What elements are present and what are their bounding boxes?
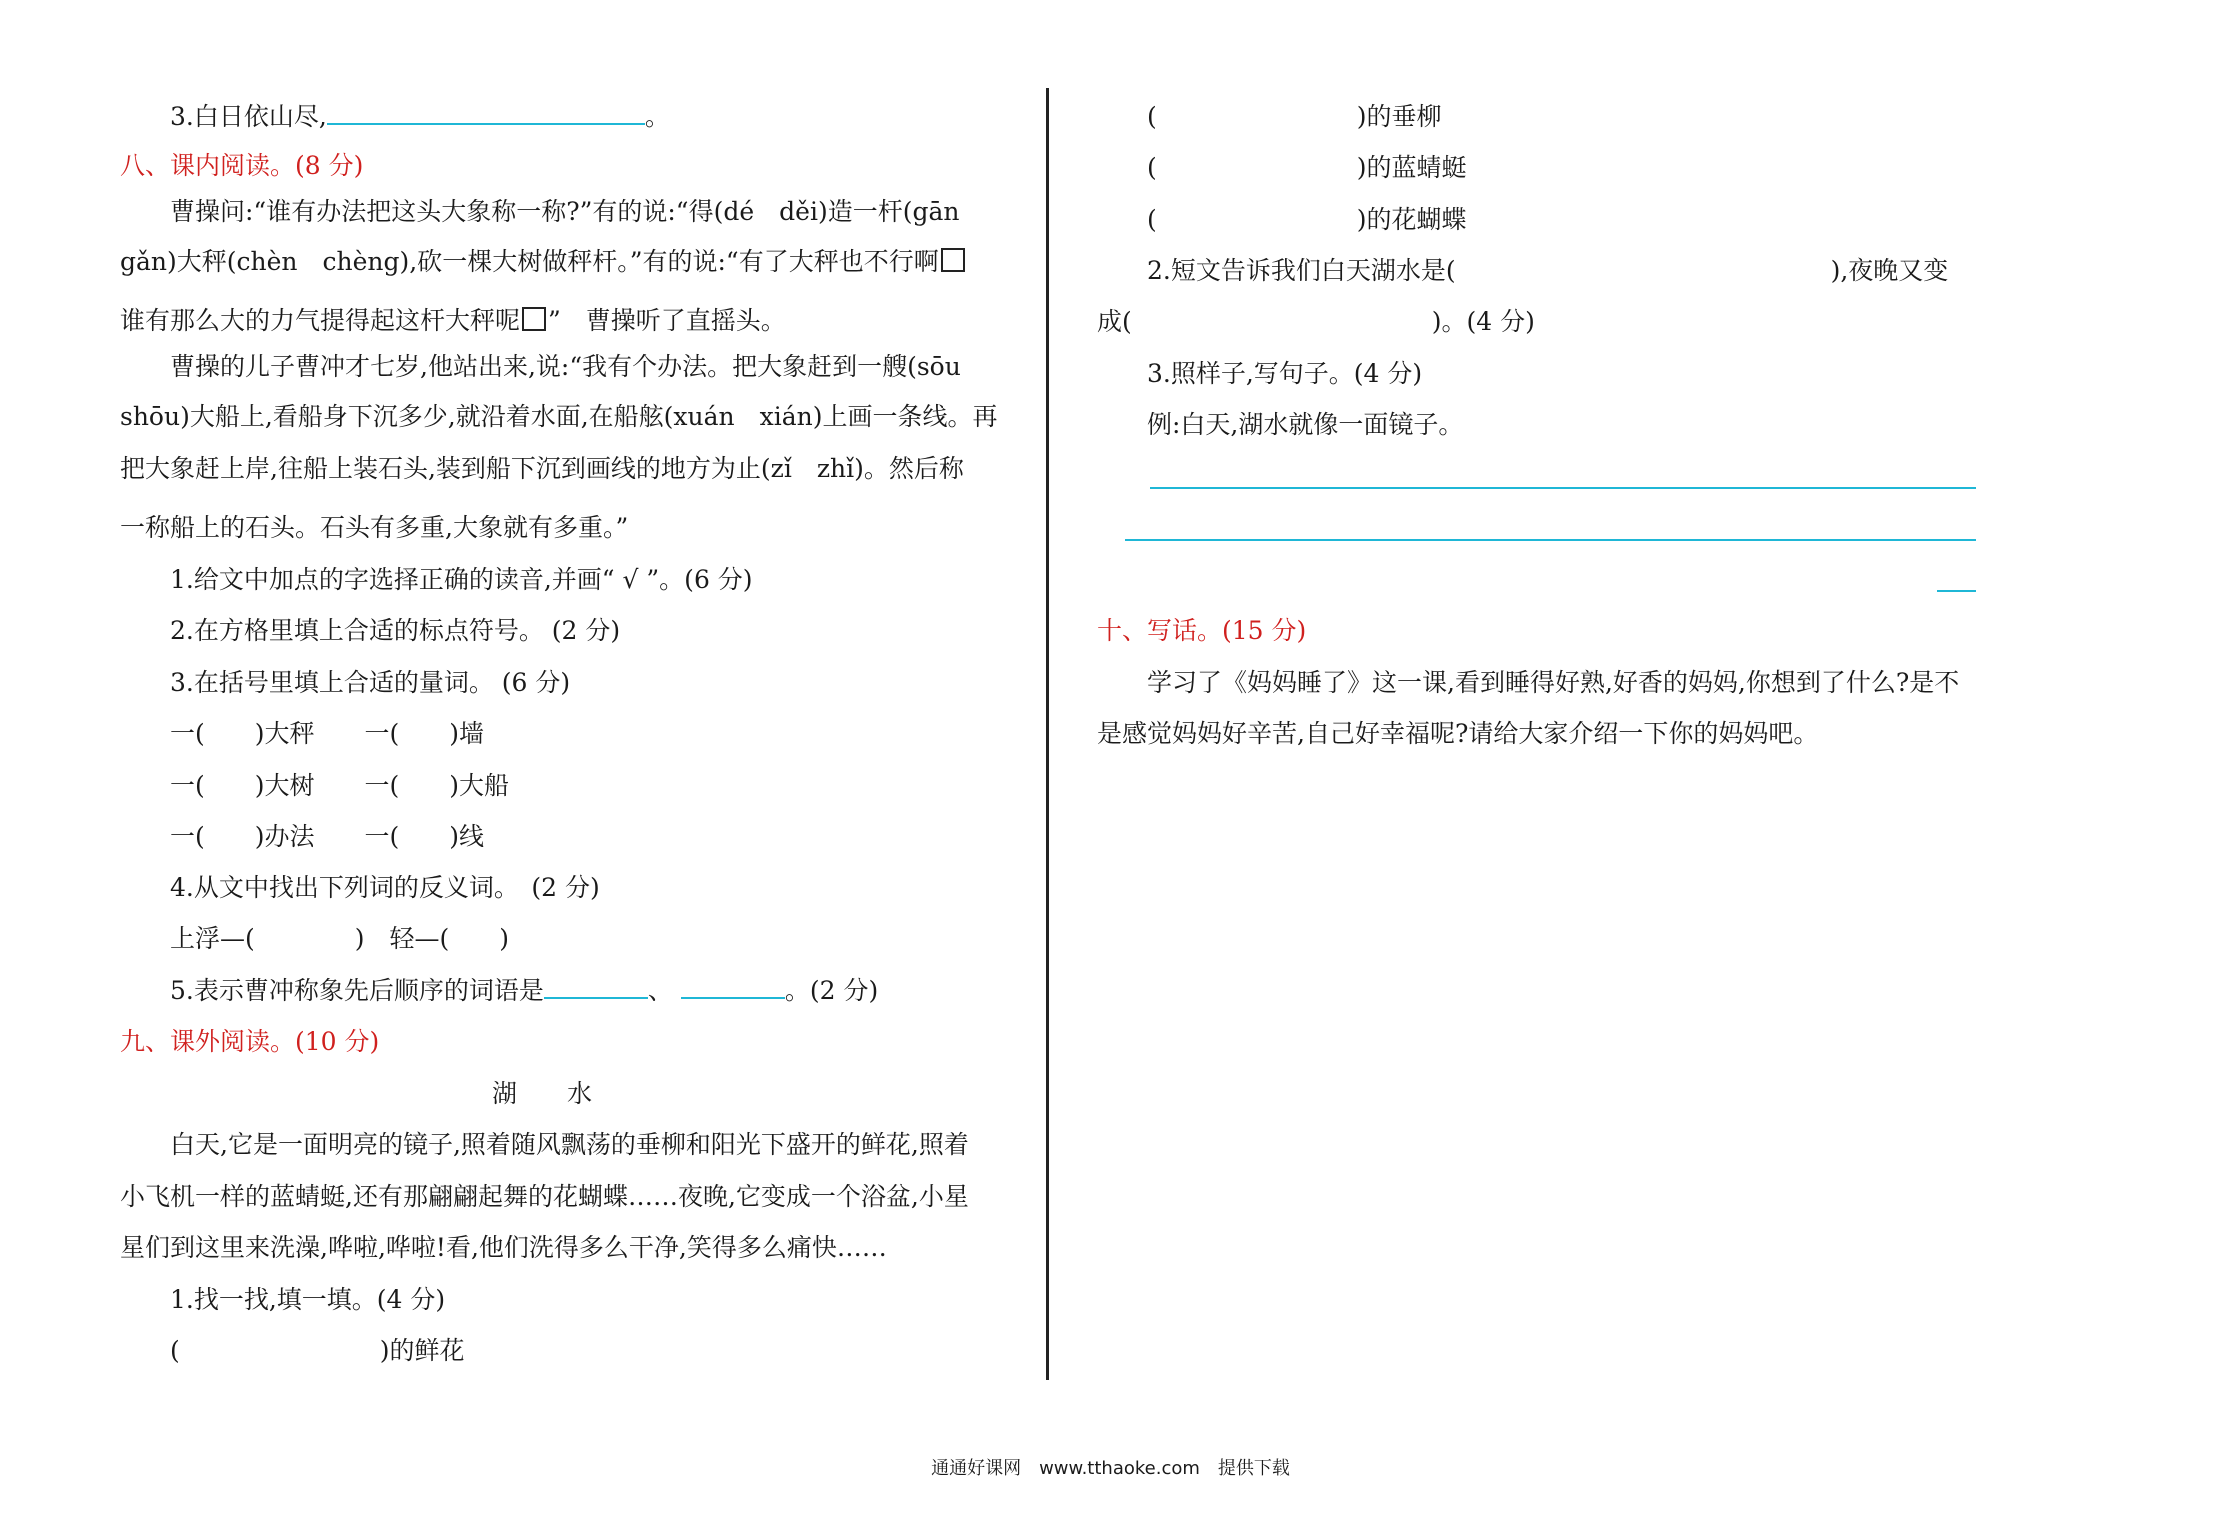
story-line-1: 白天,它是一面明亮的镜子,照着随风飘荡的垂柳和阳光下盛开的鲜花,照着: [170, 1130, 969, 1159]
column-divider: [1046, 88, 1049, 1380]
fill-butterfly[interactable]: ( )的花蝴蝶: [1147, 205, 1467, 234]
passage2-line2: shōu)大船上,看船身下沉多少,就沿着水面,在船舷(xuán xián)上画一条线。再: [120, 402, 998, 431]
q5-answer-blank-1[interactable]: [544, 975, 648, 999]
answer-line-2[interactable]: [1125, 539, 1976, 541]
passage1-line3: [120, 304, 786, 338]
section-9-title: 九、课外阅读。(10 分): [120, 1027, 380, 1056]
antonym-row: 上浮—( ) 轻—( ): [170, 924, 510, 953]
measure-word-row-1: 一( )大秤 一( )墙: [170, 719, 485, 748]
story-title: 湖 水: [492, 1079, 593, 1108]
passage2-line1: 曹操的儿子曹冲才七岁,他站出来,说:“我有个办法。把大象赶到一艘(sōu: [170, 352, 961, 381]
q5-answer-blank-2[interactable]: [681, 975, 785, 999]
fill-willow[interactable]: ( )的垂柳: [1147, 102, 1442, 131]
story-line-2: 小飞机一样的蓝蜻蜓,还有那翩翩起舞的花蝴蝶……夜晚,它变成一个浴盆,小星: [120, 1182, 969, 1211]
punctuation-box-2[interactable]: [522, 307, 546, 331]
footer-credit: 通通好课网 www.tthaoke.com 提供下载: [931, 1458, 1290, 1479]
fill-dragonfly[interactable]: ( )的蓝蜻蜓: [1147, 153, 1467, 182]
passage2-line4: 一称船上的石头。石头有多重,大象就有多重。”: [120, 513, 629, 542]
answer-line-3[interactable]: [1937, 590, 1976, 592]
measure-word-row-2: 一( )大树 一( )大船: [170, 771, 510, 800]
passage1-line1: 曹操问:“谁有办法把这头大象称一称?”有的说:“得(dé děi)造一杆(gān: [170, 197, 960, 226]
story-question-2-line2: 成( )。(4 分): [1097, 307, 1535, 336]
measure-word-row-3: 一( )办法 一( )线: [170, 822, 485, 851]
q3-answer-blank[interactable]: [327, 101, 645, 125]
writing-prompt-line2: 是感觉妈妈好辛苦,自己好幸福呢?请给大家介绍一下你的妈妈吧。: [1097, 719, 1819, 748]
question-3: 3.在括号里填上合适的量词。 (6 分): [170, 668, 571, 697]
q3-line: [170, 100, 670, 134]
question-2: 2.在方格里填上合适的标点符号。 (2 分): [170, 616, 621, 645]
fill-flowers[interactable]: ( )的鲜花: [170, 1336, 465, 1365]
section-10-title: 十、写话。(15 分): [1097, 616, 1307, 645]
story-question-2-line1: 2.短文告诉我们白天湖水是( ),夜晚又变: [1147, 256, 1949, 285]
passage1-line2-text: gǎn)大秤(chèn chèng),砍一棵大树做秤杆。”有的说:“有了大秤也不行啊: [120, 247, 939, 276]
passage1-line3-tail: ” 曹操听了直摇头。: [548, 306, 786, 335]
passage1-line3-text: 谁有那么大的力气提得起这杆大秤呢: [120, 306, 521, 335]
q3-prefix: 3.白日依山尽,: [170, 102, 327, 131]
answer-line-1[interactable]: [1150, 487, 1976, 489]
punctuation-box-1[interactable]: [941, 248, 965, 272]
q3-end: 。: [644, 102, 670, 131]
question-5-end: 。(2 分): [784, 976, 879, 1005]
passage1-line2: [120, 245, 967, 279]
question-5: [170, 974, 878, 1008]
question-5-sep: 、: [647, 976, 673, 1005]
example-sentence: 例:白天,湖水就像一面镜子。: [1147, 410, 1464, 439]
story-question-1: 1.找一找,填一填。(4 分): [170, 1285, 446, 1314]
question-4: 4.从文中找出下列词的反义词。 (2 分): [170, 873, 600, 902]
question-5-prefix: 5.表示曹冲称象先后顺序的词语是: [170, 976, 544, 1005]
passage2-line3: 把大象赶上岸,往船上装石头,装到船下沉到画线的地方为止(zǐ zhǐ)。然后称: [120, 454, 964, 483]
story-question-3: 3.照样子,写句子。(4 分): [1147, 359, 1423, 388]
question-1: 1.给文中加点的字选择正确的读音,并画“ √ ”。(6 分): [170, 565, 753, 594]
story-line-3: 星们到这里来洗澡,哗啦,哗啦!看,他们洗得多么干净,笑得多么痛快……: [120, 1233, 887, 1262]
section-8-title: 八、课内阅读。(8 分): [120, 151, 364, 180]
writing-prompt-line1: 学习了《妈妈睡了》这一课,看到睡得好熟,好香的妈妈,你想到了什么?是不: [1147, 668, 1960, 697]
